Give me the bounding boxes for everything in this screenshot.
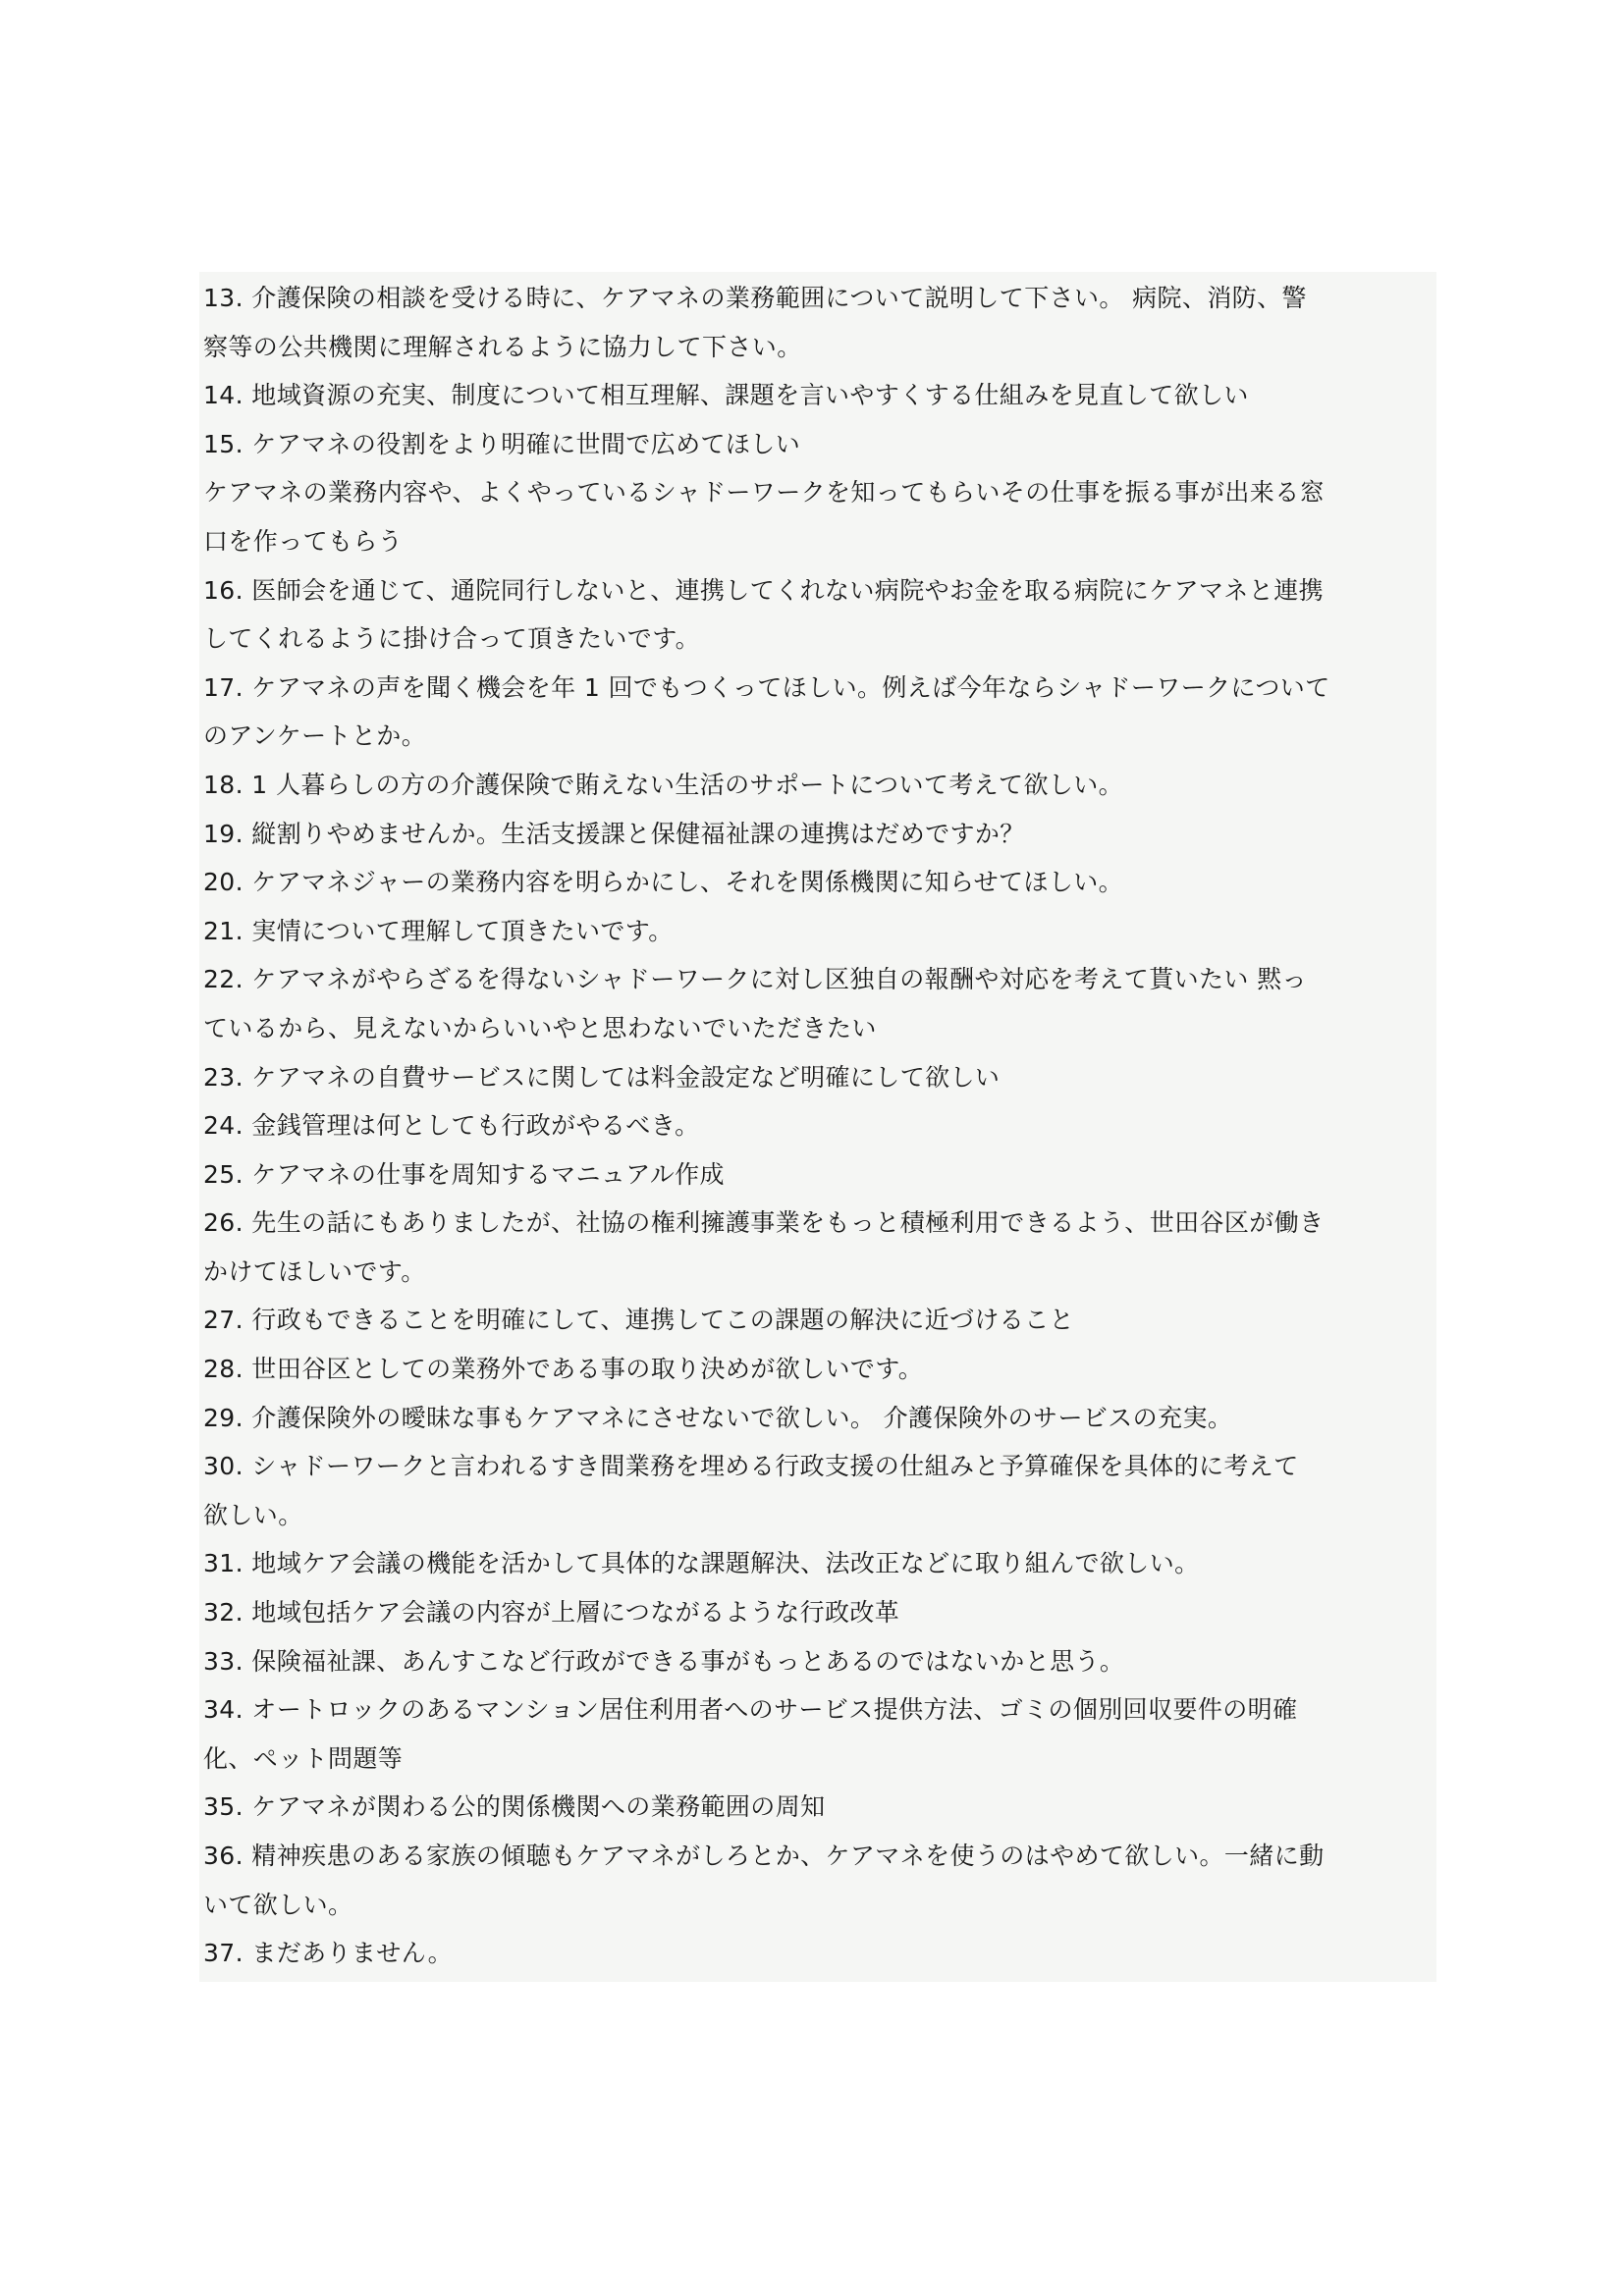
text-line: 36. 精神疾患のある家族の傾聴もケアマネがしろとか、ケアマネを使うのはやめて欲しい。一緒に動 [203, 1842, 1325, 1870]
text-line: 21. 実情について理解して頂きたいです。 [203, 916, 674, 945]
text-line: 17. ケアマネの声を聞く機会を年 1 回でもつくってほしい。例えば今年ならシャドーワークについて [203, 672, 1330, 702]
text-line: 29. 介護保険外の曖昧な事もケアマネにさせないで欲しい。 介護保険外のサービスの充実。 [203, 1403, 1233, 1432]
text-line: 20. ケアマネジャーの業務内容を明らかにし、それを関係機関に知らせてほしい。 [203, 868, 1124, 897]
text-line: かけてほしいです。 [203, 1256, 426, 1286]
text-line: ているから、見えないからいいやと思わないでいただきたい [203, 1013, 877, 1042]
text-line: 19. 縦割りやめませんか。生活支援課と保健福祉課の連携はだめですか？ [203, 819, 1025, 848]
text-line: 13. 介護保険の相談を受ける時に、ケアマネの業務範囲について説明して下さい。 病院、消防、警 [203, 284, 1307, 312]
text-line: 23. ケアマネの自費サービスに関しては料金設定など明確にして欲しい [203, 1062, 1001, 1092]
text-line: 16. 医師会を通じて、通院同行しないと、連携してくれない病院やお金を取る病院にケアマネと連携 [203, 575, 1325, 605]
text-line: のアンケートとか。 [203, 721, 427, 751]
text-line: いて欲しい。 [203, 1890, 353, 1919]
text-line: 31. 地域ケア会議の機能を活かして具体的な課題解決、法改正などに取り組んで欲しい。 [203, 1549, 1200, 1578]
text-line: 27. 行政もできることを明確にして、連携してこの課題の解決に近づけること [203, 1306, 1075, 1335]
text-line: 35. ケアマネが関わる公的関係機関への業務範囲の周知 [203, 1792, 826, 1822]
text-line: 15. ケアマネの役割をより明確に世間で広めてほしい [203, 429, 801, 458]
text-line: 28. 世田谷区としての業務外である事の取り決めが欲しいです。 [203, 1355, 924, 1384]
text-line: してくれるように掛け合って頂きたいです。 [203, 624, 701, 654]
text-line: 26. 先生の話にもありましたが、社協の権利擁護事業をもっと積極利用できるよう、世田谷区が働き [203, 1208, 1325, 1238]
text-line: 33. 保険福祉課、あんすこなど行政ができる事がもっとあるのではないかと思う。 [203, 1646, 1125, 1676]
text-line: ケアマネの業務内容や、よくやっているシャドーワークを知ってもらいその仕事を振る事が出来る窓 [203, 478, 1326, 507]
text-line: 30. シャドーワークと言われるすき間業務を埋める行政支援の仕組みと予算確保を具体的に考えて [203, 1452, 1299, 1481]
text-line: 22. ケアマネがやらざるを得ないシャドーワークに対し区独自の報酬や対応を考えて貰いたい 黙っ [203, 965, 1307, 994]
text-line: 25. ケアマネの仕事を周知するマニュアル作成 [203, 1159, 725, 1189]
text-line: 18. 1 人暮らしの方の介護保険で賄えない生活のサポートについて考えて欲しい。 [203, 770, 1124, 799]
text-line: 34. オートロックのあるマンション居住利用者へのサービス提供方法、ゴミの個別回収要件の明確 [203, 1695, 1298, 1725]
text-line: 化、ペット問題等 [203, 1743, 404, 1773]
comment-list [199, 272, 1436, 1982]
text-line: 口を作ってもらう [203, 526, 404, 556]
text-line: 14. 地域資源の充実、制度について相互理解、課題を言いやすくする仕組みを見直して欲しい [203, 381, 1249, 410]
text-line: 察等の公共機関に理解されるように協力して下さい。 [203, 332, 802, 361]
text-line: 24. 金銭管理は何としても行政がやるべき。 [203, 1111, 700, 1141]
text-line: 欲しい。 [203, 1500, 303, 1529]
text-line: 37. まだありません。 [203, 1939, 454, 1968]
text-line: 32. 地域包括ケア会議の内容が上層につながるような行政改革 [203, 1598, 900, 1628]
